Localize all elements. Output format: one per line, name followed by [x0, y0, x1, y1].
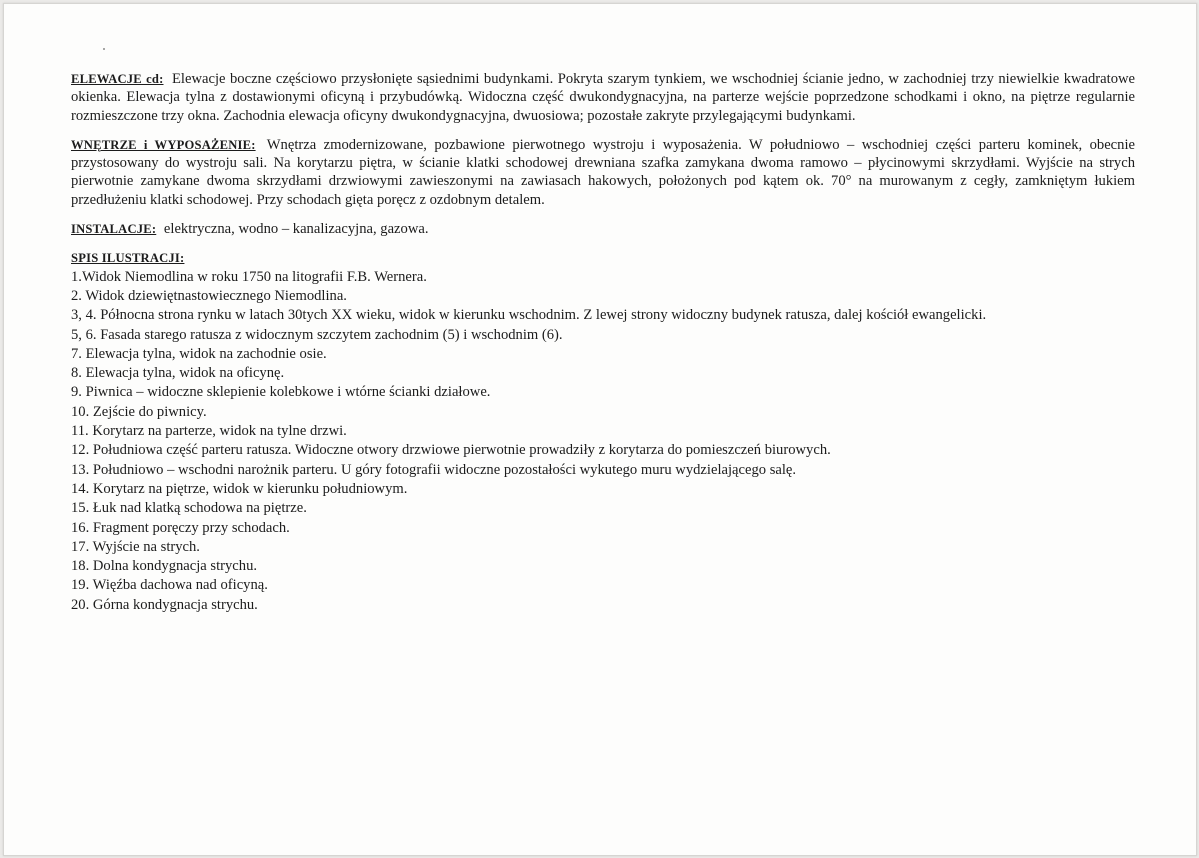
illustration-item: 7. Elewacja tylna, widok na zachodnie osie.: [71, 345, 327, 362]
section-text: Wnętrza zmodernizowane, pozbawione pierwotnego wystroju i wyposażenia. W południowo – wschodniej części parteru kominek, obecnie przystosowany do wystroju sali. Na korytarzu piętra, w ścianie klatki schodowej drewniana szafka zamykana dwoma ramowo – płycinowymi skrzydłami. Wyjście na strych pierwotnie zamykane dwoma skrzydłami drzwiowymi zawieszonymi na zawiasach hakowych, położonych pod kątem ok. 70° na murowanym z cegły, zamkniętym łukiem przedłużeniu klatki schodowej. Przy schodach gięta poręcz z ozdobnym detalem.: [71, 136, 1135, 208]
section-heading: SPIS ILUSTRACJI:: [71, 251, 185, 266]
illustration-item: 18. Dolna kondygnacja strychu.: [71, 558, 258, 575]
illustration-item: 10. Zejście do piwnicy.: [71, 403, 207, 420]
illustration-item: 14. Korytarz na piętrze, widok w kierunku południowym.: [71, 480, 408, 497]
illustration-item: 5, 6. Fasada starego ratusza z widocznym szczytem zachodnim (5) i wschodnim (6).: [71, 326, 563, 343]
illustration-list: [71, 268, 1135, 615]
illustration-item: 2. Widok dziewiętnastowiecznego Niemodlina.: [71, 287, 347, 304]
section-wnetrze: [71, 136, 1135, 209]
section-heading: WNĘTRZE i WYPOSAŻENIE:: [71, 137, 256, 152]
illustration-item: 17. Wyjście na strych.: [71, 538, 200, 555]
section-spis-ilustracji: [71, 249, 1135, 615]
illustration-item: 16. Fragment poręczy przy schodach.: [71, 519, 290, 536]
illustration-item: 11. Korytarz na parterze, widok na tylne drzwi.: [71, 423, 347, 440]
illustration-item: 20. Górna kondygnacja strychu.: [71, 596, 258, 613]
document-body: [71, 70, 1135, 615]
illustration-item: 12. Południowa część parteru ratusza. Widoczne otwory drzwiowe pierwotnie prowadziły z korytarza do pomieszczeń biurowych.: [71, 442, 831, 459]
section-elewacje: [71, 70, 1135, 125]
scan-speck: [103, 48, 105, 50]
section-instalacje: [71, 220, 1135, 238]
illustration-item: 19. Więźba dachowa nad oficyną.: [71, 577, 268, 594]
illustration-item: 8. Elewacja tylna, widok na oficynę.: [71, 365, 285, 382]
section-heading: ELEWACJE cd:: [71, 72, 164, 86]
illustration-item: 3, 4. Północna strona rynku w latach 30tych XX wieku, widok w kierunku wschodnim. Z lewej strony widoczny budynek ratusza, dalej kościół ewangelicki.: [71, 307, 987, 324]
document-page: [3, 3, 1197, 856]
illustration-item: 15. Łuk nad klatką schodowa na piętrze.: [71, 500, 307, 517]
section-text: Elewacje boczne częściowo przysłonięte sąsiednimi budynkami. Pokryta szarym tynkiem, we wschodniej ścianie jedno, w zachodniej trzy niewielkie kwadratowe okienka. Elewacja tylna z dostawionymi oficyną i przybudówką. Widoczna część dwukondygnacyjna, na parterze wejście poprzedzone schodkami i okno, na piętrze regularnie rozmieszczone trzy okna. Zachodnia elewacja oficyny dwukondygnacyjna, dwuosiowa; pozostałe zakryte przylegającymi budynkami.: [71, 71, 1136, 124]
illustration-item: 1.Widok Niemodlina w roku 1750 na litografii F.B. Wernera.: [71, 268, 427, 285]
section-text: elektryczna, wodno – kanalizacyjna, gazowa.: [163, 221, 429, 238]
section-heading: INSTALACJE:: [71, 222, 157, 237]
illustration-item: 9. Piwnica – widoczne sklepienie kolebkowe i wtórne ścianki działowe.: [71, 384, 491, 401]
illustration-item: 13. Południowo – wschodni narożnik parteru. U góry fotografii widoczne pozostałości wykutego muru wydzielającego salę.: [71, 461, 797, 478]
